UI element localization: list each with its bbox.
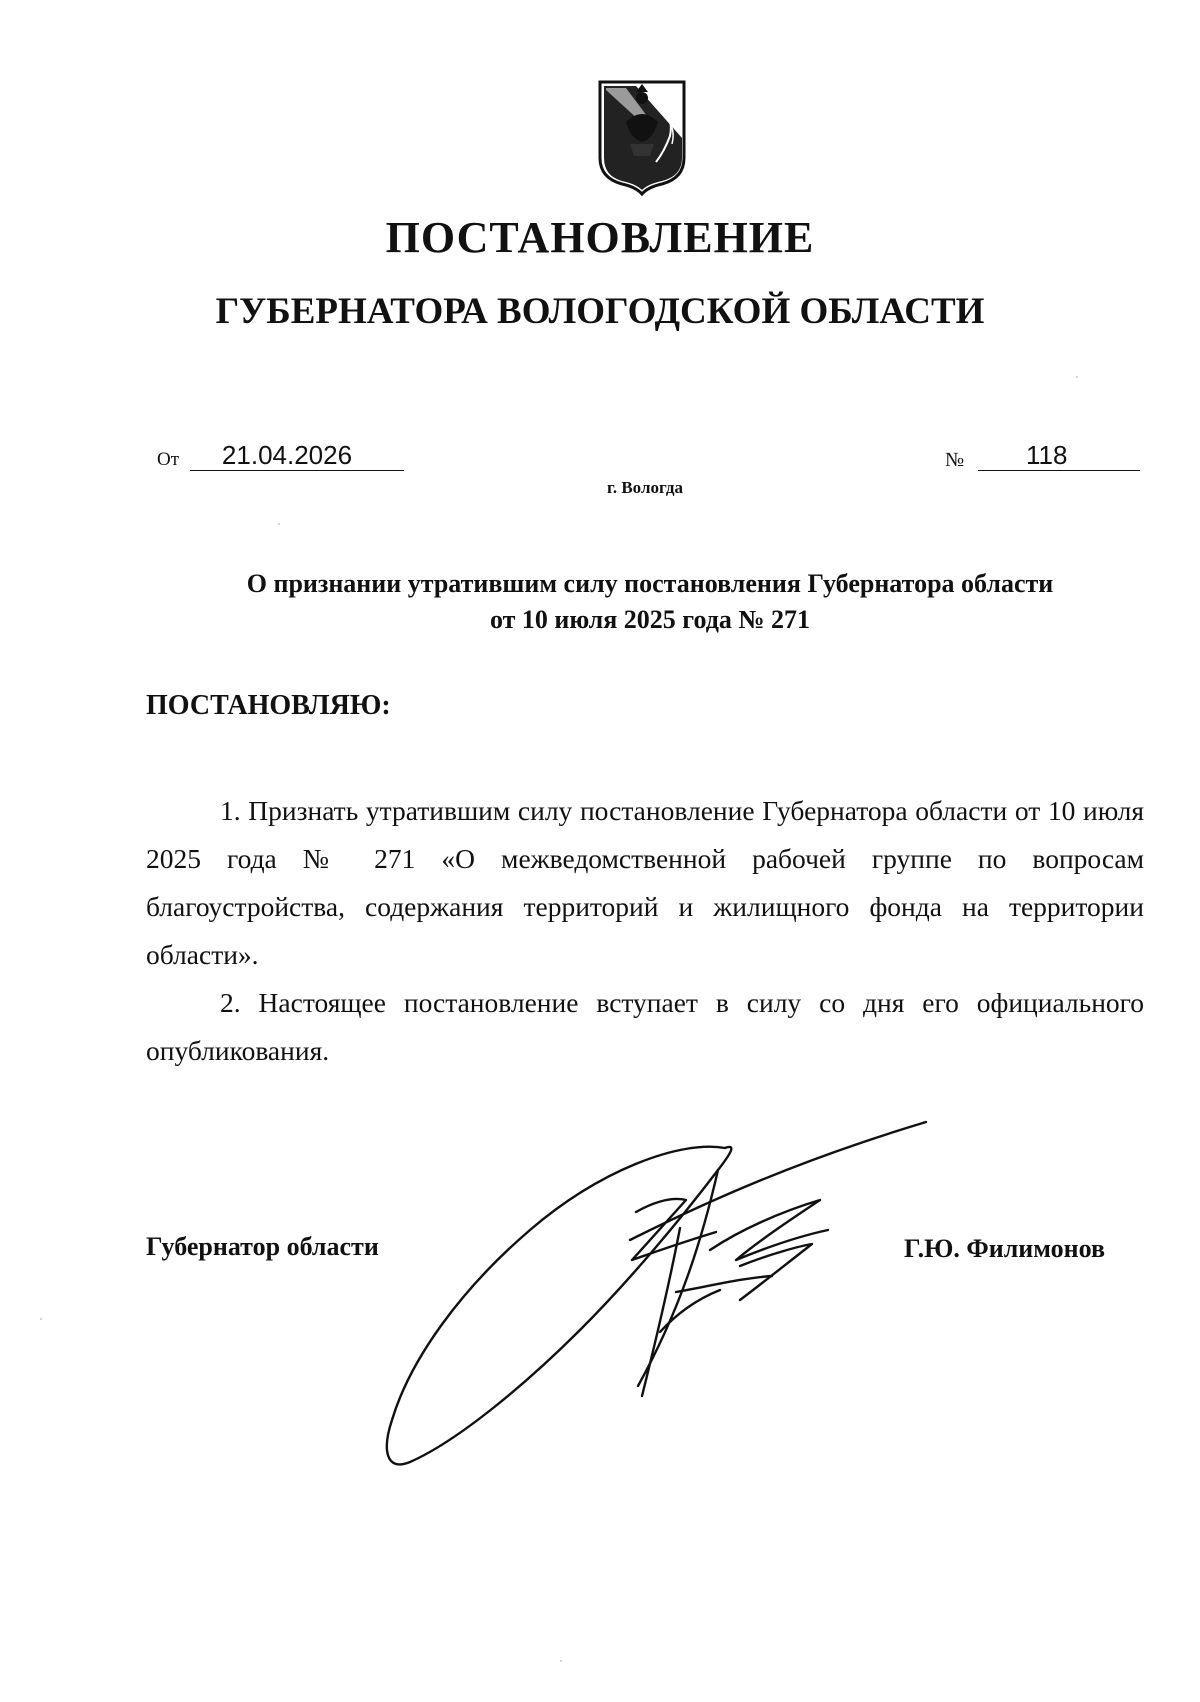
document-issuer: ГУБЕРНАТОРА ВОЛОГОДСКОЙ ОБЛАСТИ [215,291,985,332]
paragraph-2: 2. Настоящее постановление вступает в силу со дня его официального опубликования. [146,987,1144,1066]
date-prefix: От [157,449,180,470]
subject-line-1: О признании утратившим силу постановления Губернатора области [246,569,1054,598]
scan-speck [40,1318,42,1320]
resolve-heading: ПОСТАНОВЛЯЮ: [146,690,391,721]
document-date: 21.04.2026 [190,440,404,471]
scan-speck [560,1660,562,1662]
document-subject [150,566,1150,638]
scan-speck [278,523,280,525]
city: г. Вологда [607,478,683,497]
document-number: 118 [978,440,1140,471]
signatory-position: Губернатор области [146,1232,379,1261]
document-body [146,787,1144,1075]
subject-line-2: от 10 июля 2025 года № 271 [490,605,810,634]
document-title: ПОСТАНОВЛЕНИЕ [385,213,815,262]
handwritten-signature-icon [380,1100,940,1520]
scan-speck [1076,376,1078,378]
coat-of-arms-icon [596,78,688,196]
number-prefix: № [945,449,965,471]
signatory-name: Г.Ю. Филимонов [904,1234,1106,1263]
paragraph-1: 1. Признать утратившим силу постановление Губернатора области от 10 июля 2025 года № 271 «О межведомственной рабочей группе по вопросам благоустройства, содержания территорий и жилищного фонда на территории области». [146,795,1144,970]
